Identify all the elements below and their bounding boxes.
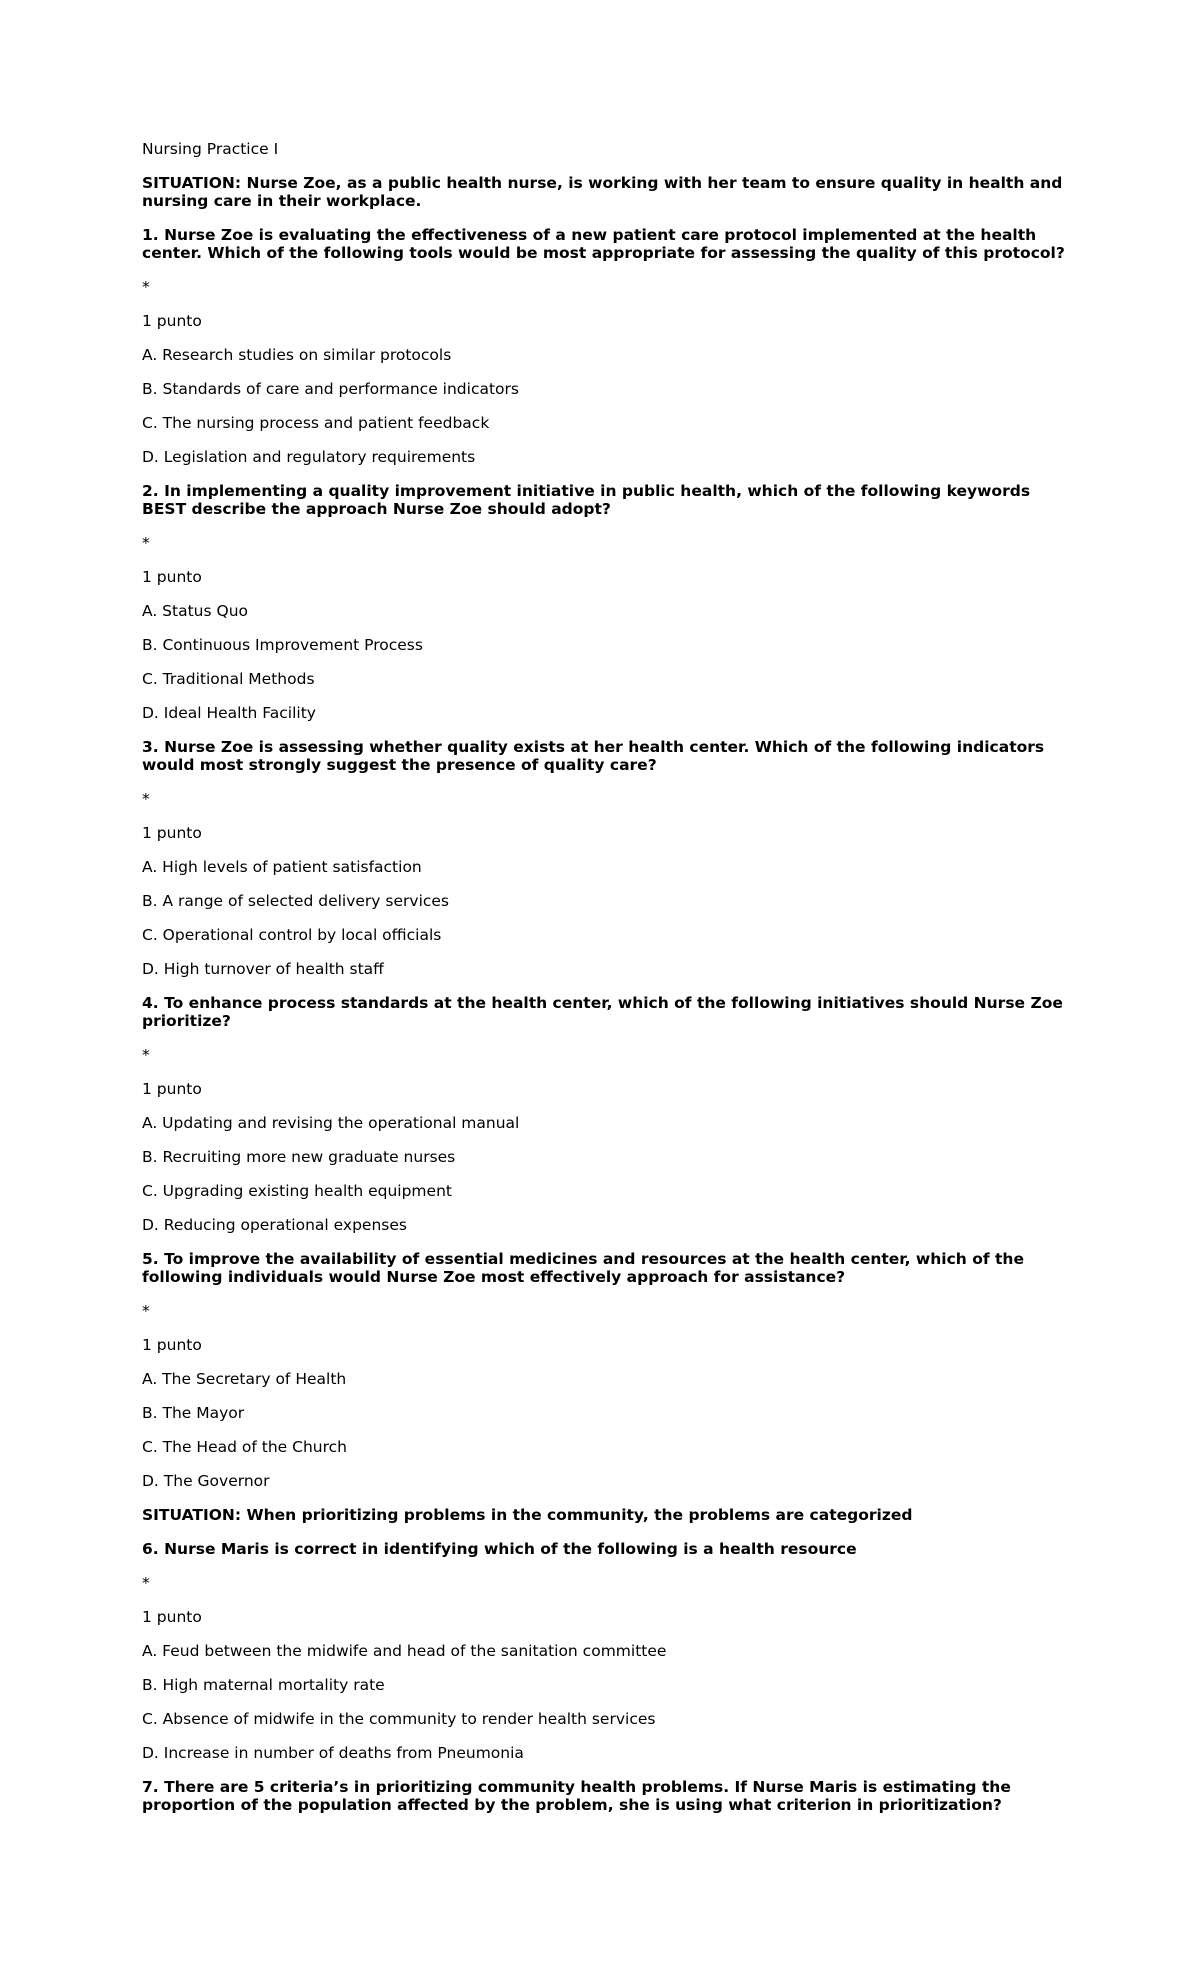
- answer-option[interactable]: B. Continuous Improvement Process: [142, 636, 423, 654]
- points-label: 1 punto: [142, 1080, 202, 1098]
- answer-option[interactable]: C. Operational control by local officials: [142, 926, 442, 944]
- question-block: [142, 738, 1070, 978]
- question-text: 4. To enhance process standards at the health center, which of the following initiatives should Nurse Zoe prioritize?: [142, 994, 1063, 1030]
- question-block: [142, 482, 1070, 722]
- required-marker: *: [142, 1046, 150, 1064]
- answer-option[interactable]: B. A range of selected delivery services: [142, 892, 450, 910]
- points-label: 1 punto: [142, 1336, 202, 1354]
- question-text: 7. There are 5 criteria’s in prioritizing community health problems. If Nurse Maris is estimating the proportion of the population affected by the problem, she is using what criterion in prioritization?: [142, 1778, 1011, 1814]
- question-block: [142, 994, 1070, 1234]
- answer-option[interactable]: C. The Head of the Church: [142, 1438, 347, 1456]
- question-text: 2. In implementing a quality improvement initiative in public health, which of the following keywords BEST describe the approach Nurse Zoe should adopt?: [142, 482, 1031, 518]
- document-page: [142, 140, 1070, 1830]
- answer-option[interactable]: D. High turnover of health staff: [142, 960, 384, 978]
- answer-option[interactable]: C. Absence of midwife in the community to render health services: [142, 1710, 656, 1728]
- answer-option[interactable]: C. The nursing process and patient feedback: [142, 414, 490, 432]
- question-text: 6. Nurse Maris is correct in identifying which of the following is a health resource: [142, 1540, 857, 1558]
- answer-option[interactable]: A. Status Quo: [142, 602, 249, 620]
- question-block: [142, 1540, 1070, 1762]
- question-block: [142, 1250, 1070, 1490]
- points-label: 1 punto: [142, 824, 202, 842]
- required-marker: *: [142, 1302, 150, 1320]
- answer-option[interactable]: A. Feud between the midwife and head of the sanitation committee: [142, 1642, 667, 1660]
- document-title: Nursing Practice I: [142, 140, 279, 158]
- answer-option[interactable]: D. Reducing operational expenses: [142, 1216, 407, 1234]
- answer-option[interactable]: B. Standards of care and performance indicators: [142, 380, 519, 398]
- answer-option[interactable]: A. Updating and revising the operational manual: [142, 1114, 520, 1132]
- answer-option[interactable]: D. Increase in number of deaths from Pneumonia: [142, 1744, 524, 1762]
- required-marker: *: [142, 790, 150, 808]
- answer-option[interactable]: B. High maternal mortality rate: [142, 1676, 385, 1694]
- required-marker: *: [142, 1574, 150, 1592]
- answer-option[interactable]: B. The Mayor: [142, 1404, 245, 1422]
- answer-option[interactable]: A. High levels of patient satisfaction: [142, 858, 422, 876]
- required-marker: *: [142, 534, 150, 552]
- answer-option[interactable]: C. Upgrading existing health equipment: [142, 1182, 452, 1200]
- answer-option[interactable]: A. Research studies on similar protocols: [142, 346, 452, 364]
- answer-option[interactable]: A. The Secretary of Health: [142, 1370, 347, 1388]
- question-text: 5. To improve the availability of essential medicines and resources at the health center, which of the following individuals would Nurse Zoe most effectively approach for assistance?: [142, 1250, 1024, 1286]
- required-marker: *: [142, 278, 150, 296]
- answer-option[interactable]: C. Traditional Methods: [142, 670, 315, 688]
- answer-option[interactable]: B. Recruiting more new graduate nurses: [142, 1148, 456, 1166]
- question-text: 3. Nurse Zoe is assessing whether quality exists at her health center. Which of the following indicators would most strongly suggest the presence of quality care?: [142, 738, 1045, 774]
- situation-text: SITUATION: Nurse Zoe, as a public health nurse, is working with her team to ensure quality in health and nursing care in their workplace.: [142, 174, 1063, 210]
- question-block: [142, 226, 1070, 466]
- answer-option[interactable]: D. The Governor: [142, 1472, 270, 1490]
- points-label: 1 punto: [142, 1608, 202, 1626]
- points-label: 1 punto: [142, 568, 202, 586]
- question-block: [142, 1778, 1070, 1814]
- answer-option[interactable]: D. Legislation and regulatory requirements: [142, 448, 476, 466]
- situation-text: SITUATION: When prioritizing problems in the community, the problems are categorized: [142, 1506, 913, 1524]
- points-label: 1 punto: [142, 312, 202, 330]
- answer-option[interactable]: D. Ideal Health Facility: [142, 704, 316, 722]
- question-text: 1. Nurse Zoe is evaluating the effectiveness of a new patient care protocol implemented at the health center. Which of the following tools would be most appropriate for assessing the quality of this protocol?: [142, 226, 1065, 262]
- document-body: [142, 174, 1070, 1814]
